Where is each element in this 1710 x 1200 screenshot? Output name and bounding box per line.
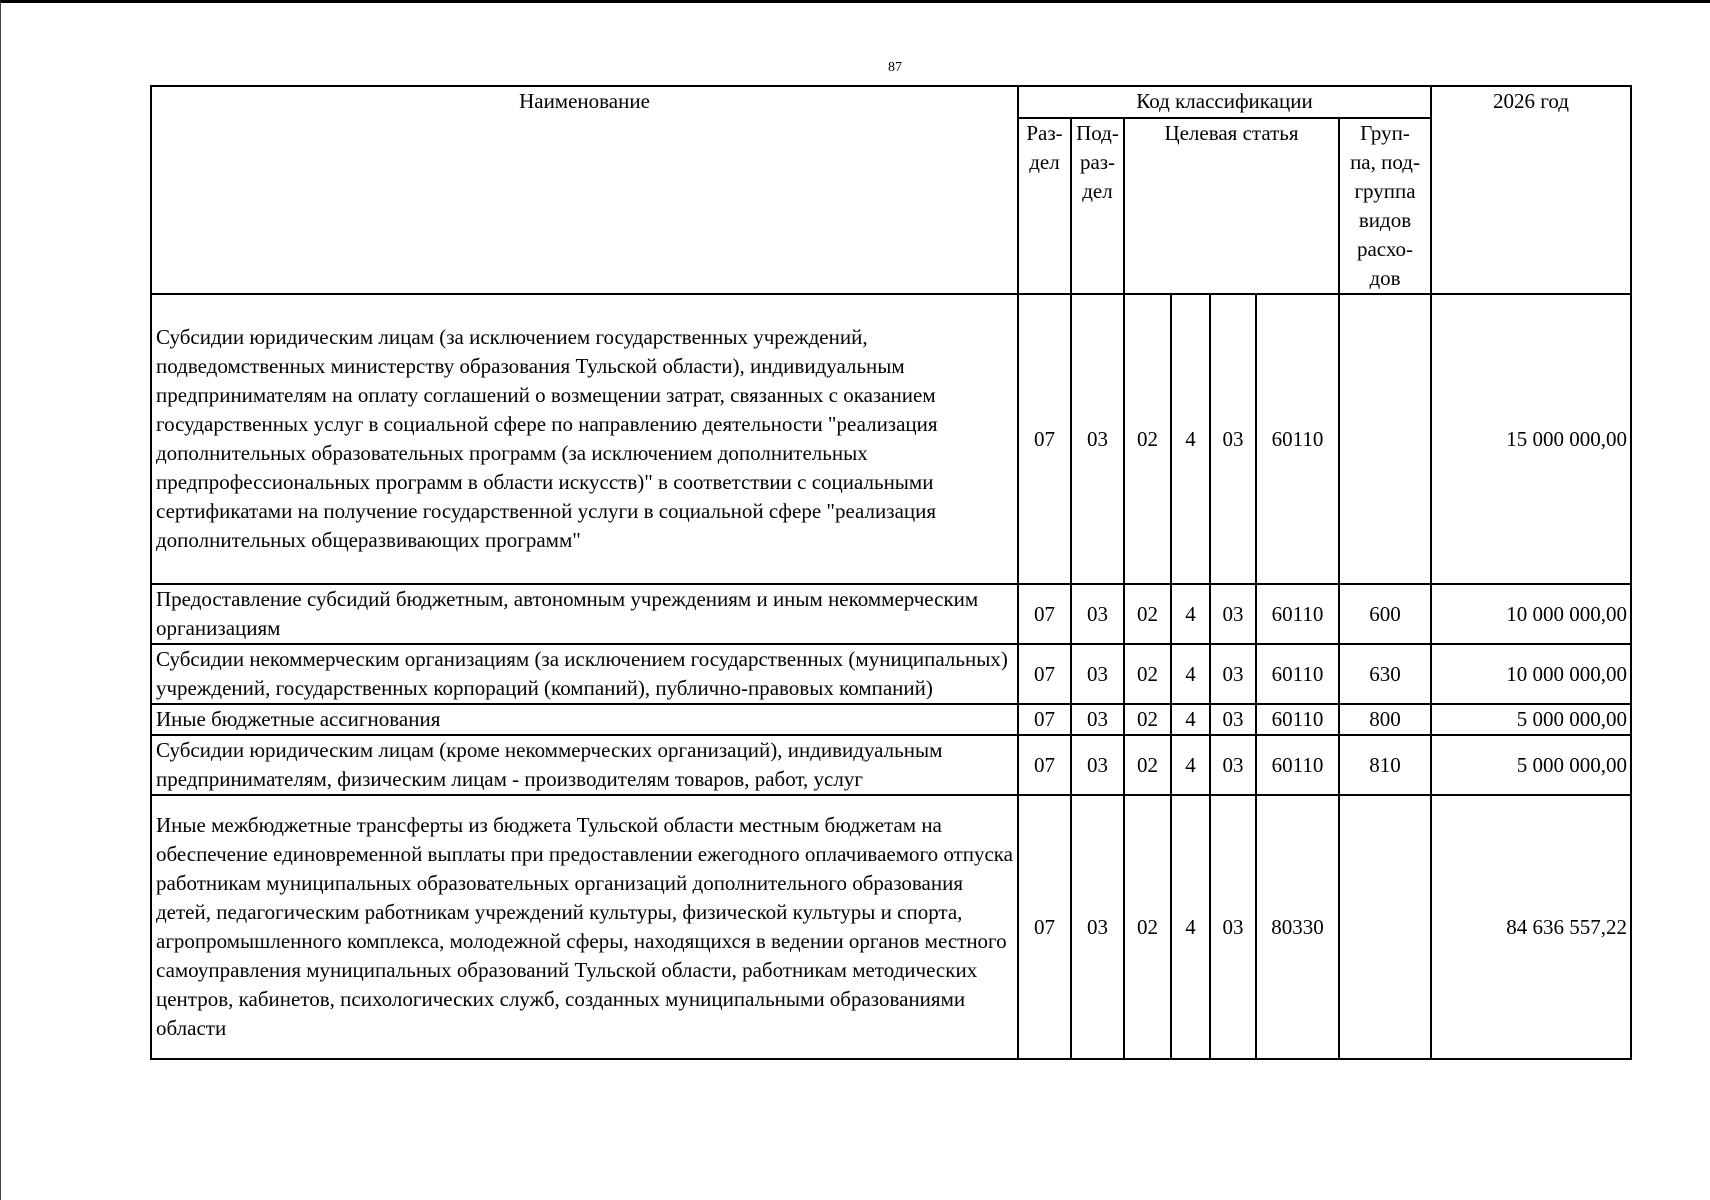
row-target-prog: 02	[1124, 584, 1171, 644]
row-target-osn: 03	[1210, 735, 1256, 795]
table-body	[151, 294, 1631, 1059]
row-target-osn: 03	[1210, 644, 1256, 704]
row-razdel: 07	[1018, 795, 1071, 1059]
row-target-prog: 02	[1124, 795, 1171, 1059]
header-name: Наименование	[151, 86, 1018, 294]
row-amount: 5 000 000,00	[1431, 704, 1631, 735]
row-expense-group: 600	[1339, 584, 1431, 644]
row-expense-group: 810	[1339, 735, 1431, 795]
row-target-dir: 60110	[1256, 735, 1339, 795]
row-amount: 5 000 000,00	[1431, 735, 1631, 795]
row-target-tip: 4	[1171, 584, 1210, 644]
row-target-dir: 60110	[1256, 294, 1339, 584]
table-row	[151, 294, 1631, 584]
row-amount: 84 636 557,22	[1431, 795, 1631, 1059]
row-target-dir: 60110	[1256, 584, 1339, 644]
table-row	[151, 795, 1631, 1059]
table-row	[151, 735, 1631, 795]
row-amount: 10 000 000,00	[1431, 584, 1631, 644]
row-razdel: 07	[1018, 735, 1071, 795]
row-expense-group: 630	[1339, 644, 1431, 704]
row-podrazdel: 03	[1071, 584, 1124, 644]
row-name: Иные межбюджетные трансферты из бюджета Тульской области местным бюджетам на обеспечение единовременной выплаты при предоставлении ежегодного оплачиваемого отпуска работникам муниципальных образовательных организаций дополнительного образования детей, педагогическим работникам учреждений культуры, физической культуры и спорта, агропромышленного комплекса, молодежной сферы, находящихся в ведении органов местного самоуправления муниципальных образований Тульской области, работникам методических центров, кабинетов, психологических служб, созданных муниципальными образованиями области	[151, 795, 1018, 1059]
row-expense-group	[1339, 795, 1431, 1059]
header-razdel: Раз- дел	[1018, 118, 1071, 294]
row-name: Предоставление субсидий бюджетным, автономным учреждениям и иным некоммерческим организациям	[151, 584, 1018, 644]
row-target-tip: 4	[1171, 795, 1210, 1059]
row-expense-group: 800	[1339, 704, 1431, 735]
row-target-tip: 4	[1171, 704, 1210, 735]
header-podrazdel: Под- раз- дел	[1071, 118, 1124, 294]
row-razdel: 07	[1018, 294, 1071, 584]
row-target-prog: 02	[1124, 735, 1171, 795]
row-target-osn: 03	[1210, 795, 1256, 1059]
table-row	[151, 584, 1631, 644]
row-target-dir: 60110	[1256, 704, 1339, 735]
header-row-top	[151, 86, 1631, 118]
table-row	[151, 704, 1631, 735]
row-target-tip: 4	[1171, 735, 1210, 795]
row-name: Субсидии юридическим лицам (кроме некоммерческих организаций), индивидуальным предпринимателям, физическим лицам - производителям товаров, работ, услуг	[151, 735, 1018, 795]
header-year: 2026 год	[1431, 86, 1631, 294]
row-razdel: 07	[1018, 704, 1071, 735]
row-target-osn: 03	[1210, 294, 1256, 584]
row-name: Иные бюджетные ассигнования	[151, 704, 1018, 735]
page-number: 87	[888, 60, 902, 75]
row-target-tip: 4	[1171, 644, 1210, 704]
row-podrazdel: 03	[1071, 795, 1124, 1059]
row-amount: 10 000 000,00	[1431, 644, 1631, 704]
row-name: Субсидии юридическим лицам (за исключением государственных учреждений, подведомственных министерству образования Тульской области), индивидуальным предпринимателям на оплату соглашений о возмещении затрат, связанных с оказанием государственных услуг в социальной сфере по направлению деятельности "реализация дополнительных образовательных программ (за исключением дополнительных предпрофессиональных программ в области искусств)" в соответствии с социальными сертификатами на получение государственной услуги в социальной сфере "реализация дополнительных общеразвивающих программ"	[151, 294, 1018, 584]
row-target-tip: 4	[1171, 294, 1210, 584]
row-target-prog: 02	[1124, 294, 1171, 584]
row-razdel: 07	[1018, 644, 1071, 704]
row-target-dir: 80330	[1256, 795, 1339, 1059]
row-podrazdel: 03	[1071, 644, 1124, 704]
table-row	[151, 644, 1631, 704]
budget-table	[150, 85, 1632, 1060]
header-target-article: Целевая статья	[1124, 118, 1339, 294]
row-razdel: 07	[1018, 584, 1071, 644]
row-target-osn: 03	[1210, 584, 1256, 644]
row-name: Субсидии некоммерческим организациям (за исключением государственных (муниципальных) учреждений, государственных корпораций (компаний), публично-правовых компаний)	[151, 644, 1018, 704]
row-target-osn: 03	[1210, 704, 1256, 735]
row-podrazdel: 03	[1071, 735, 1124, 795]
row-target-prog: 02	[1124, 644, 1171, 704]
row-target-dir: 60110	[1256, 644, 1339, 704]
row-target-prog: 02	[1124, 704, 1171, 735]
row-podrazdel: 03	[1071, 704, 1124, 735]
header-expense-group: Груп- па, под- группа видов расхо- дов	[1339, 118, 1431, 294]
header-classification-code: Код классификации	[1018, 86, 1431, 118]
row-podrazdel: 03	[1071, 294, 1124, 584]
row-expense-group	[1339, 294, 1431, 584]
row-amount: 15 000 000,00	[1431, 294, 1631, 584]
